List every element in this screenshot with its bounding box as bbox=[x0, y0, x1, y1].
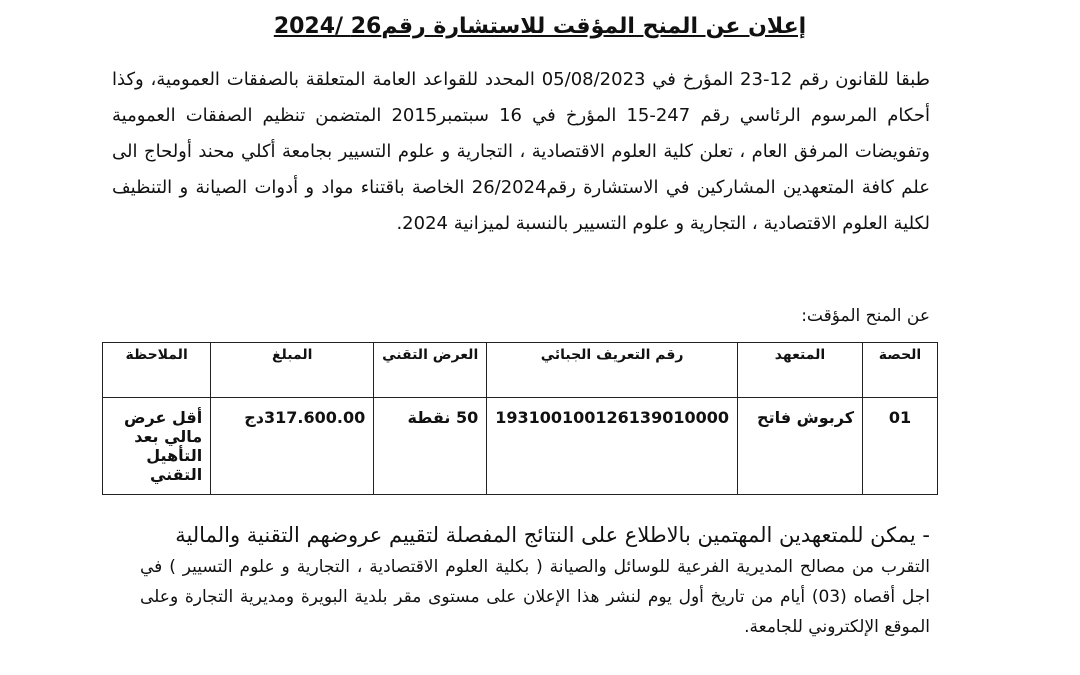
page-title: إعلان عن المنح المؤقت للاستشارة رقم26 /2024 bbox=[273, 14, 807, 39]
header-bidder: المتعهد bbox=[738, 343, 863, 398]
table-row bbox=[103, 398, 938, 495]
footer-lead: - يمكن للمتعهدين المهتمين بالاطلاع على النتائج المفصلة لتقييم عروضهم التقنية والمالية bbox=[175, 523, 930, 547]
cell-lot: 01 bbox=[863, 398, 938, 495]
cell-note: أقل عرض مالي بعد التأهيل التقني bbox=[103, 398, 211, 495]
header-note: الملاحظة bbox=[103, 343, 211, 398]
cell-amount: 317.600.00دج bbox=[211, 398, 374, 495]
intro-paragraph bbox=[112, 62, 930, 242]
award-table bbox=[102, 342, 938, 495]
table-header-row bbox=[103, 343, 938, 398]
award-heading: عن المنح المؤقت: bbox=[801, 306, 930, 326]
header-lot: الحصة bbox=[863, 343, 938, 398]
cell-tax-id: 193100100126139010000 bbox=[487, 398, 738, 495]
intro-text: طبقا للقانون رقم 12-23 المؤرخ في 05/08/2023 المحدد للقواعد العامة المتعلقة بالصفقات العمومية، وكذا أحكام المرسوم الرئاسي رقم 247-15 المؤرخ في 16 سبتمبر2015 المتضمن تنظيم الصفقات العمومية وتفويضات المرفق العام ، تعلن كلية العلوم الاقتصادية ، التجارية و علوم التسيير بجامعة أكلي محند أولحاج الى علم كافة المتعهدين المشاركين في الاستشارة رقم26/2024 الخاصة باقتناء مواد و أدوات الصيانة و التنظيف لكلية العلوم الاقتصادية ، التجارية و علوم التسيير بالنسبة لميزانية 2024. bbox=[112, 69, 930, 234]
cell-bidder: كربوش فاتح bbox=[738, 398, 863, 495]
header-tax-id: رقم التعريف الجبائي bbox=[487, 343, 738, 398]
cell-tech-offer: 50 نقطة bbox=[374, 398, 487, 495]
header-tech-offer: العرض التقني bbox=[374, 343, 487, 398]
footer-notice bbox=[140, 518, 930, 642]
header-amount: المبلغ bbox=[211, 343, 374, 398]
footer-body: التقرب من مصالح المديرية الفرعية للوسائل والصيانة ( بكلية العلوم الاقتصادية ، التجارية و علوم التسيير ) في اجل أقصاه (03) أيام من تاريخ أول يوم لنشر هذا الإعلان على مستوى مقر بلدية البويرة ومديرية التجارة وعلى الموقع الإلكتروني للجامعة. bbox=[140, 557, 930, 637]
